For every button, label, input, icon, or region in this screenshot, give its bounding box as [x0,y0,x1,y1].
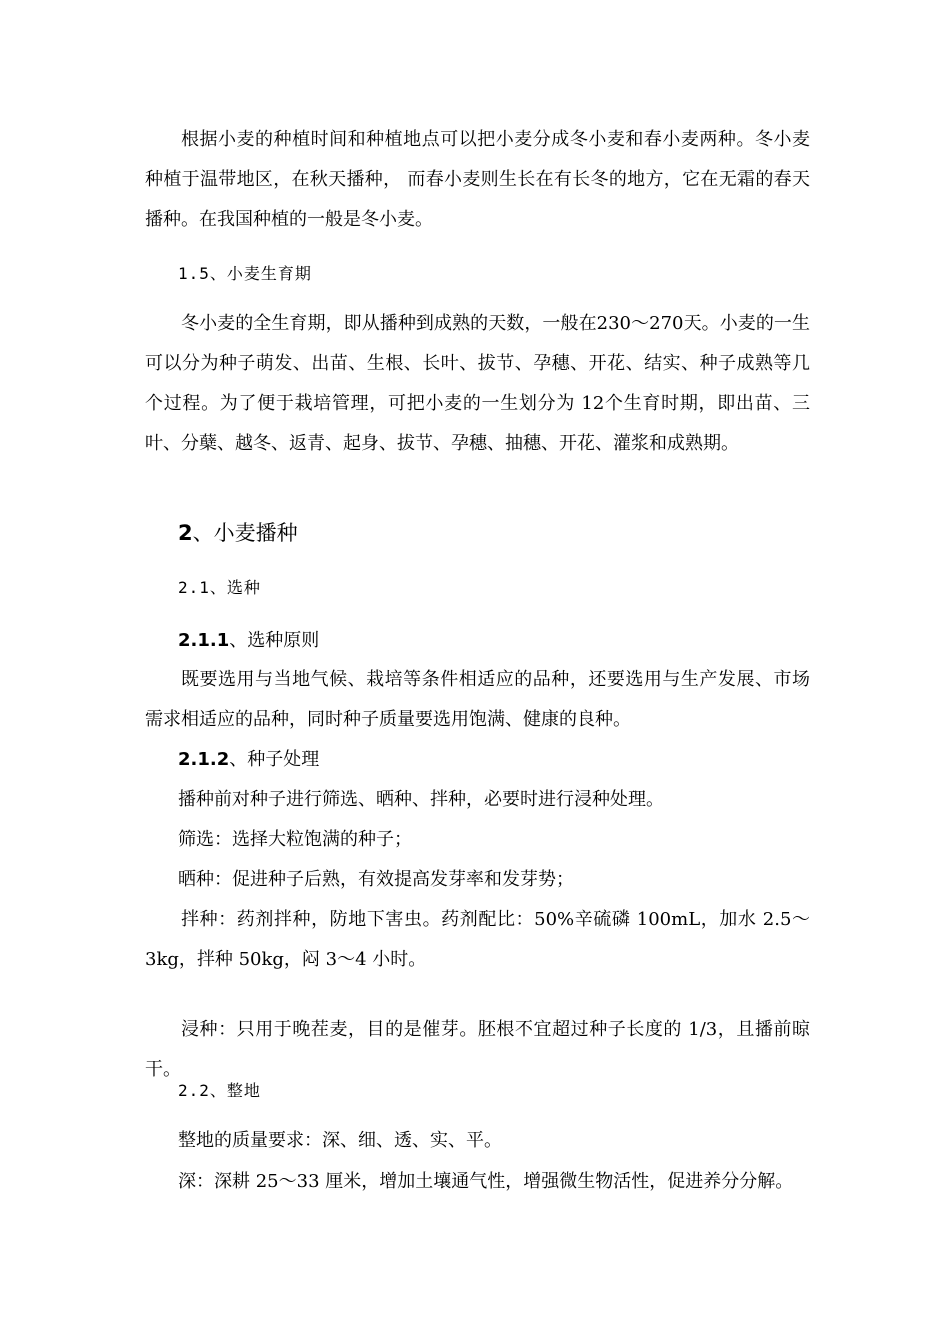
heading-1-5: 1.5、小麦生育期 [178,264,312,283]
heading-2-1-2-number: 2.1.2 [178,749,230,770]
deep-plowing-line: 深：深耕 25～33 厘米，增加土壤通气性，增强微生物活性，促进养分分解。 [178,1171,794,1192]
heading-2-number: 2 [178,521,193,545]
heading-2-1-2 [178,745,319,775]
growth-period-paragraph: 冬小麦的全生育期，即从播种到成熟的天数，一般在230～270天。小麦的一生可以分为种子萌发、出苗、生根、长叶、拔节、孕穗、开花、结实、种子成熟等几个过程。为了便于栽培管理，可把小麦的一生划分为 12个生育时期，即出苗、三叶、分蘖、越冬、返青、起身、拔节、孕穗、抽穗、开花、灌浆和成熟期。 [145,313,810,454]
seed-treatment-intro: 播种前对种子进行筛选、晒种、拌种，必要时进行浸种处理。 [178,789,664,810]
heading-2 [178,518,298,548]
soaking-paragraph: 浸种：只用于晚茬麦，目的是催芽。胚根不宜超过种子长度的 1/3，且播前晾干。 [145,1019,810,1080]
heading-2-1-2-title: 、种子处理 [229,749,320,770]
heading-2-1-1 [178,626,319,656]
land-prep-requirement: 整地的质量要求：深、细、透、实、平。 [178,1130,502,1151]
sunning-line: 晒种：促进种子后熟，有效提高发芽率和发芽势； [178,869,574,890]
heading-2-1-1-title: 、选种原则 [229,630,320,651]
heading-2-1-1-number: 2.1.1 [178,630,230,651]
seed-selection-paragraph: 既要选用与当地气候、栽培等条件相适应的品种，还要选用与生产发展、市场需求相适应的品种，同时种子质量要选用饱满、健康的良种。 [145,669,810,730]
heading-2-title: 、小麦播种 [192,521,298,545]
dressing-paragraph: 拌种：药剂拌种，防地下害虫。药剂配比：50%辛硫磷 100mL，加水 2.5～3kg，拌种 50kg，闷 3～4 小时。 [145,909,810,970]
screening-line: 筛选：选择大粒饱满的种子； [178,829,412,850]
heading-2-1: 2.1、选种 [178,578,261,597]
heading-2-2: 2.2、整地 [178,1081,261,1100]
intro-paragraph: 根据小麦的种植时间和种植地点可以把小麦分成冬小麦和春小麦两种。冬小麦种植于温带地区，在秋天播种， 而春小麦则生长在有长冬的地方，它在无霜的春天播种。在我国种植的一般是冬小麦。 [145,129,810,230]
